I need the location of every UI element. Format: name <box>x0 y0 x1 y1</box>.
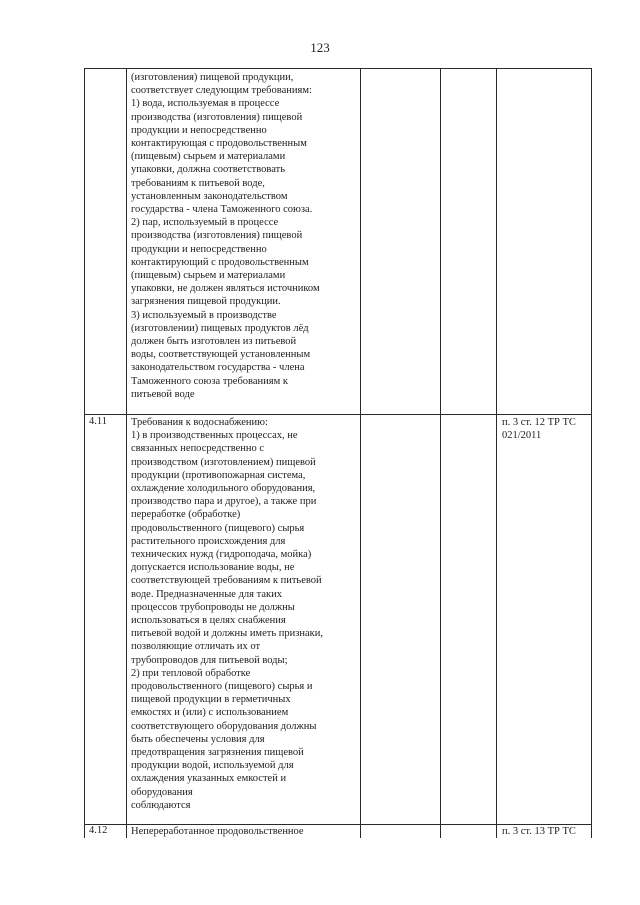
text-line: требованиям к питьевой воде, <box>131 177 265 189</box>
text-line: (пищевым) сырьем и материалами <box>131 270 286 282</box>
text-line: (изготовления) пищевой продукции, <box>131 72 294 83</box>
table-border-left <box>84 68 85 838</box>
page-number: 123 <box>310 40 330 55</box>
text-line: позволяющие отличать их от <box>131 641 261 653</box>
row-3-text <box>131 825 304 838</box>
text-line: оборудования <box>131 786 193 798</box>
text-line: воде. Предназначенные для таких <box>131 588 282 600</box>
text-line: питьевой воде <box>131 388 195 400</box>
text-line: продовольственного (пищевого) сырья <box>131 522 305 534</box>
text-line: охлаждения указанных емкостей и <box>131 773 287 785</box>
text-line: 1) в производственных процессах, не <box>131 430 298 442</box>
text-line: продукции и непосредственно <box>131 243 267 255</box>
text-line: контактирующая с продовольственным <box>131 138 307 150</box>
text-line: питьевой водой и должны иметь признаки, <box>131 628 324 640</box>
text-line: воды, соответствующей установленным <box>131 349 311 361</box>
text-line: пищевой продукции в герметичных <box>131 694 291 706</box>
text-line: Таможенного союза требованиям к <box>131 375 288 387</box>
table-border-right <box>591 68 592 838</box>
text-line: упаковки, должна соответствовать <box>131 164 285 176</box>
text-line: продукции и непосредственно <box>131 124 267 136</box>
row-2-reference <box>502 416 576 442</box>
column-divider-1 <box>126 68 127 838</box>
text-line: продукции водой, используемой для <box>131 760 294 772</box>
text-line: емкостях и (или) с использованием <box>131 707 289 719</box>
text-line: переработке (обработке) <box>131 509 241 521</box>
reference-line: 021/2011 <box>502 430 542 442</box>
text-line: (пищевым) сырьем и материалами <box>131 151 286 163</box>
text-line: контактирующий с продовольственным <box>131 256 309 268</box>
text-line: загрязнения пищевой продукции. <box>131 296 281 308</box>
row-1-text <box>131 71 320 401</box>
reference-line: п. 3 ст. 12 ТР ТС <box>502 417 576 428</box>
text-line: 2) пар, используемый в процессе <box>131 217 279 229</box>
text-line: продукции (противопожарная система, <box>131 469 306 481</box>
text-line: быть обеспечены условия для <box>131 733 265 745</box>
row-3-reference <box>502 825 576 838</box>
row-2-text <box>131 416 323 812</box>
text-line: 3) используемый в производстве <box>131 309 277 321</box>
text-line: связанных непосредственно с <box>131 443 265 455</box>
text-line: установленным законодательством <box>131 190 288 202</box>
text-line: производства (изготовления) пищевой <box>131 111 303 123</box>
text-line: технических нужд (гидроподача, мойка) <box>131 549 312 561</box>
column-divider-2 <box>360 68 361 838</box>
text-line: Требования к водоснабжению: <box>131 417 268 428</box>
column-divider-4 <box>496 68 497 838</box>
text-line: соблюдаются <box>131 799 191 811</box>
text-line: производство пара и другое), а также при <box>131 496 317 508</box>
text-line: процессов трубопроводы не должны <box>131 601 295 613</box>
text-line: соответствующей требованиям к питьевой <box>131 575 322 587</box>
text-line: продовольственного (пищевого) сырья и <box>131 681 313 693</box>
text-line: Непереработанное продовольственное <box>131 826 304 837</box>
text-line: допускается использование воды, не <box>131 562 295 574</box>
text-line: предотвращения загрязнения пищевой <box>131 747 304 759</box>
text-line: соответствует следующим требованиям: <box>131 85 312 97</box>
text-line: упаковки, не должен являться источником <box>131 283 320 295</box>
text-line: использоваться в целях снабжения <box>131 615 286 627</box>
text-line: производства (изготовления) пищевой <box>131 230 303 242</box>
row-2-number: 4.11 <box>89 416 107 427</box>
table-border-top <box>84 68 592 69</box>
row-divider-1 <box>84 414 592 415</box>
text-line: законодательством государства - члена <box>131 362 305 374</box>
text-line: производством (изготовлением) пищевой <box>131 456 316 468</box>
reference-line: п. 3 ст. 13 ТР ТС <box>502 826 576 837</box>
text-line: охлаждение холодильного оборудования, <box>131 483 316 495</box>
column-divider-3 <box>440 68 441 838</box>
text-line: 1) вода, используемая в процессе <box>131 98 280 110</box>
text-line: соответствующего оборудования должны <box>131 720 317 732</box>
text-line: 2) при тепловой обработке <box>131 667 251 679</box>
text-line: должен быть изготовлен из питьевой <box>131 336 297 348</box>
text-line: (изготовлении) пищевых продуктов лёд <box>131 322 309 334</box>
row-3-number: 4.12 <box>89 825 108 836</box>
text-line: растительного происхождения для <box>131 535 286 547</box>
text-line: государства - члена Таможенного союза. <box>131 204 313 216</box>
text-line: трубопроводов для питьевой воды; <box>131 654 288 666</box>
requirements-table <box>84 68 592 838</box>
